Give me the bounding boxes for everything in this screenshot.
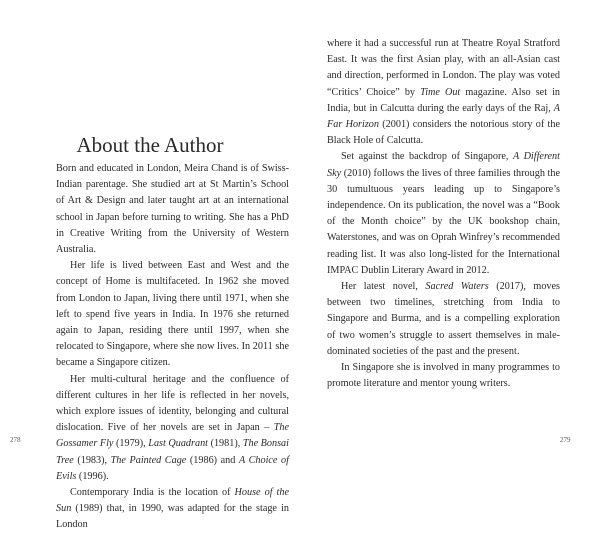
right-body-text xyxy=(327,36,560,392)
text-run: (1981), xyxy=(208,438,243,450)
text-run: Her latest novel, xyxy=(341,281,426,293)
text-run: (1996). xyxy=(76,470,109,482)
text-run: Set against the backdrop of Singapore, xyxy=(341,151,513,163)
book-title: A Far Horizon xyxy=(327,102,560,131)
book-title: House of the Sun xyxy=(56,487,289,515)
book-title: The Painted Cage xyxy=(110,454,187,466)
text-run: (1983), xyxy=(73,454,111,466)
text-run: Contemporary India is the location of xyxy=(70,487,235,499)
page-number: 279 xyxy=(560,436,571,444)
book-title: A Choice of Evils xyxy=(56,454,289,482)
paragraph xyxy=(327,279,560,360)
page-number: 278 xyxy=(10,436,21,444)
text-run: (1989) that, in 1990, was adapted for the stage in London xyxy=(56,503,289,531)
book-title: Sacred Waters xyxy=(425,281,489,293)
book-title: The Gossamer Fly xyxy=(56,422,289,450)
book-title: A Different Sky xyxy=(327,151,560,179)
text-run: magazine. Also set in India, but in Calcutta during the early days of the Raj, xyxy=(327,86,561,114)
paragraph: Her life is lived between East and West and the concept of Home is multifaceted. In 1962 she moved from London to Japan, living there until 1971, when she left to spend five years in India. In 1976 she returned again to Japan, residing there until 1997, when she relocated to Singapore, where she now lives. In 2011 she became a Singapore citizen. xyxy=(56,260,289,369)
paragraph xyxy=(56,485,289,534)
paragraph xyxy=(56,372,289,485)
left-body-text xyxy=(56,161,289,534)
text-run: (2017), moves between two timelines, stretching from India to Singapore and Burma, and is a compelling exploration of two women’s struggle to assert themselves in male-dominated societies of the past and the present. xyxy=(327,281,561,357)
text-run: (1986) and xyxy=(186,454,239,466)
page-title: About the Author xyxy=(76,133,224,157)
text-run: (1979), xyxy=(113,438,149,450)
paragraph: Born and educated in London, Meira Chand is of Swiss-Indian parentage. She studied art at St Martin’s School of Art & Design and later taught art at an international school in Japan before turning to writing. She has a PhD in Creative Writing from the University of Western Australia. xyxy=(56,163,289,256)
paragraph xyxy=(327,36,560,149)
text-run: Her multi-cultural heritage and the confluence of different cultures in her life is reflected in her novels, which explore issues of identity, belonging and cultural dislocation. Five of her novels are set in Japan – xyxy=(56,373,289,434)
paragraph: In Singapore she is involved in many programmes to promote literature and mentor young writers. xyxy=(327,362,560,390)
right-page xyxy=(300,0,600,457)
book-title: The Bonsai Tree xyxy=(56,438,289,466)
magazine-title: Time Out xyxy=(420,86,461,98)
left-page xyxy=(0,0,300,531)
text-run: (2010) follows the lives of three families through the 30 tumultuous years leading up to Singapore’s independence. On its publication, the novel was a “Book of the Month choice” by the UK bookshop chain, Waterstones, and was on Oprah Winfrey’s recommended reading list. It was also long-listed for the International IMPAC Dublin Literary Award in 2012. xyxy=(327,167,560,276)
text-run: where it had a successful run at Theatre Royal Stratford East. It was the first Asian play, with an all-Asian cast and direction, performed in London. The play was voted “Critics’ Choice” by xyxy=(327,38,560,98)
book-title: Last Quadrant xyxy=(148,438,209,450)
paragraph xyxy=(327,149,560,279)
text-run: (2001) considers the notorious story of the Black Hole of Calcutta. xyxy=(327,119,560,147)
